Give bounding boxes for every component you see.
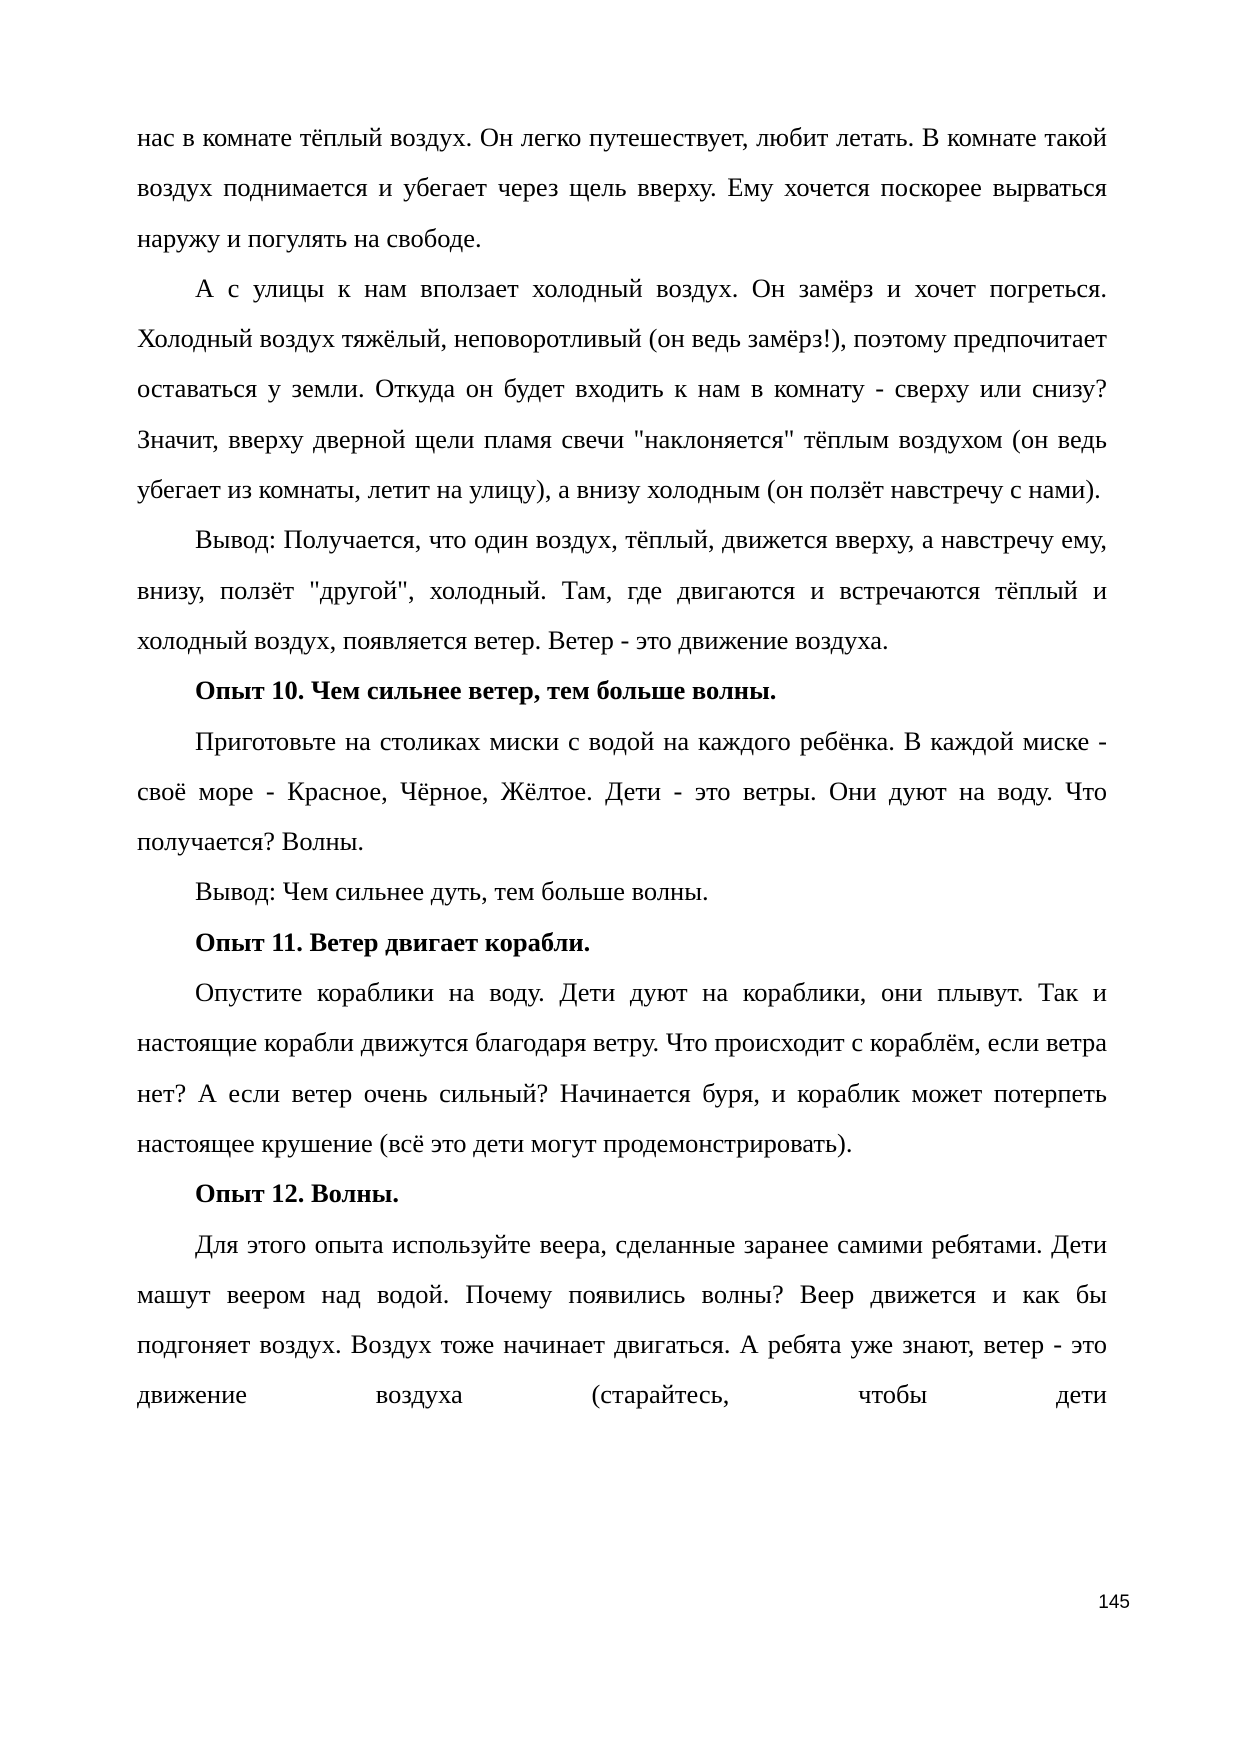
paragraph-conclusion-wind: Вывод: Получается, что один воздух, тёплый, движется вверху, а навстречу ему, внизу, ползёт "другой", холодный. Там, где двигаются и встречаются тёплый и холодный воздух, появляется ветер. Ветер - это движение воздуха.	[137, 524, 1107, 655]
heading-experiment-10: Опыт 10. Чем сильнее ветер, тем больше волны.	[195, 675, 777, 706]
paragraph-cold-air: А с улицы к нам вползает холодный воздух. Он замёрз и хочет погреться. Холодный воздух тяжёлый, неповоротливый (он ведь замёрз!), поэтому предпочитает оставаться у земли. Откуда он будет входить к нам в комнату - сверху или снизу? Значит, вверху дверной щели пламя свечи "наклоняется" тёплым воздухом (он ведь убегает из комнаты, летит на улицу), а внизу холодным (он ползёт навстречу с нами).	[137, 272, 1107, 505]
document-page	[137, 112, 1107, 1420]
paragraph-fans: Для этого опыта используйте веера, сделанные заранее самими ребятами. Дети машут веером над водой. Почему появились волны? Веер движется и как бы подгоняет воздух. Воздух тоже начинает двигаться. А ребята уже знают, ветер - это движение воздуха (старайтесь, чтобы дети	[137, 1228, 1107, 1410]
page-number: 145	[1098, 1592, 1130, 1613]
paragraph-continuation: нас в комнате тёплый воздух. Он легко путешествует, любит летать. В комнате такой воздух поднимается и убегает через щель вверху. Ему хочется поскорее вырваться наружу и погулять на свободе.	[137, 122, 1107, 253]
heading-experiment-12: Опыт 12. Волны.	[195, 1178, 399, 1209]
paragraph-boats: Опустите кораблики на воду. Дети дуют на кораблики, они плывут. Так и настоящие корабли движутся благодаря ветру. Что происходит с кораблём, если ветра нет? А если ветер очень сильный? Начинается буря, и кораблик может потерпеть настоящее крушение (всё это дети могут продемонстрировать).	[137, 977, 1107, 1158]
paragraph-bowls-of-water: Приготовьте на столиках миски с водой на каждого ребёнка. В каждой миске - своё море - Красное, Чёрное, Жёлтое. Дети - это ветры. Они дуют на воду. Что получается? Волны.	[137, 725, 1107, 857]
heading-experiment-11: Опыт 11. Ветер двигает корабли.	[195, 926, 591, 957]
paragraph-conclusion-waves: Вывод: Чем сильнее дуть, тем больше волны.	[195, 876, 709, 907]
